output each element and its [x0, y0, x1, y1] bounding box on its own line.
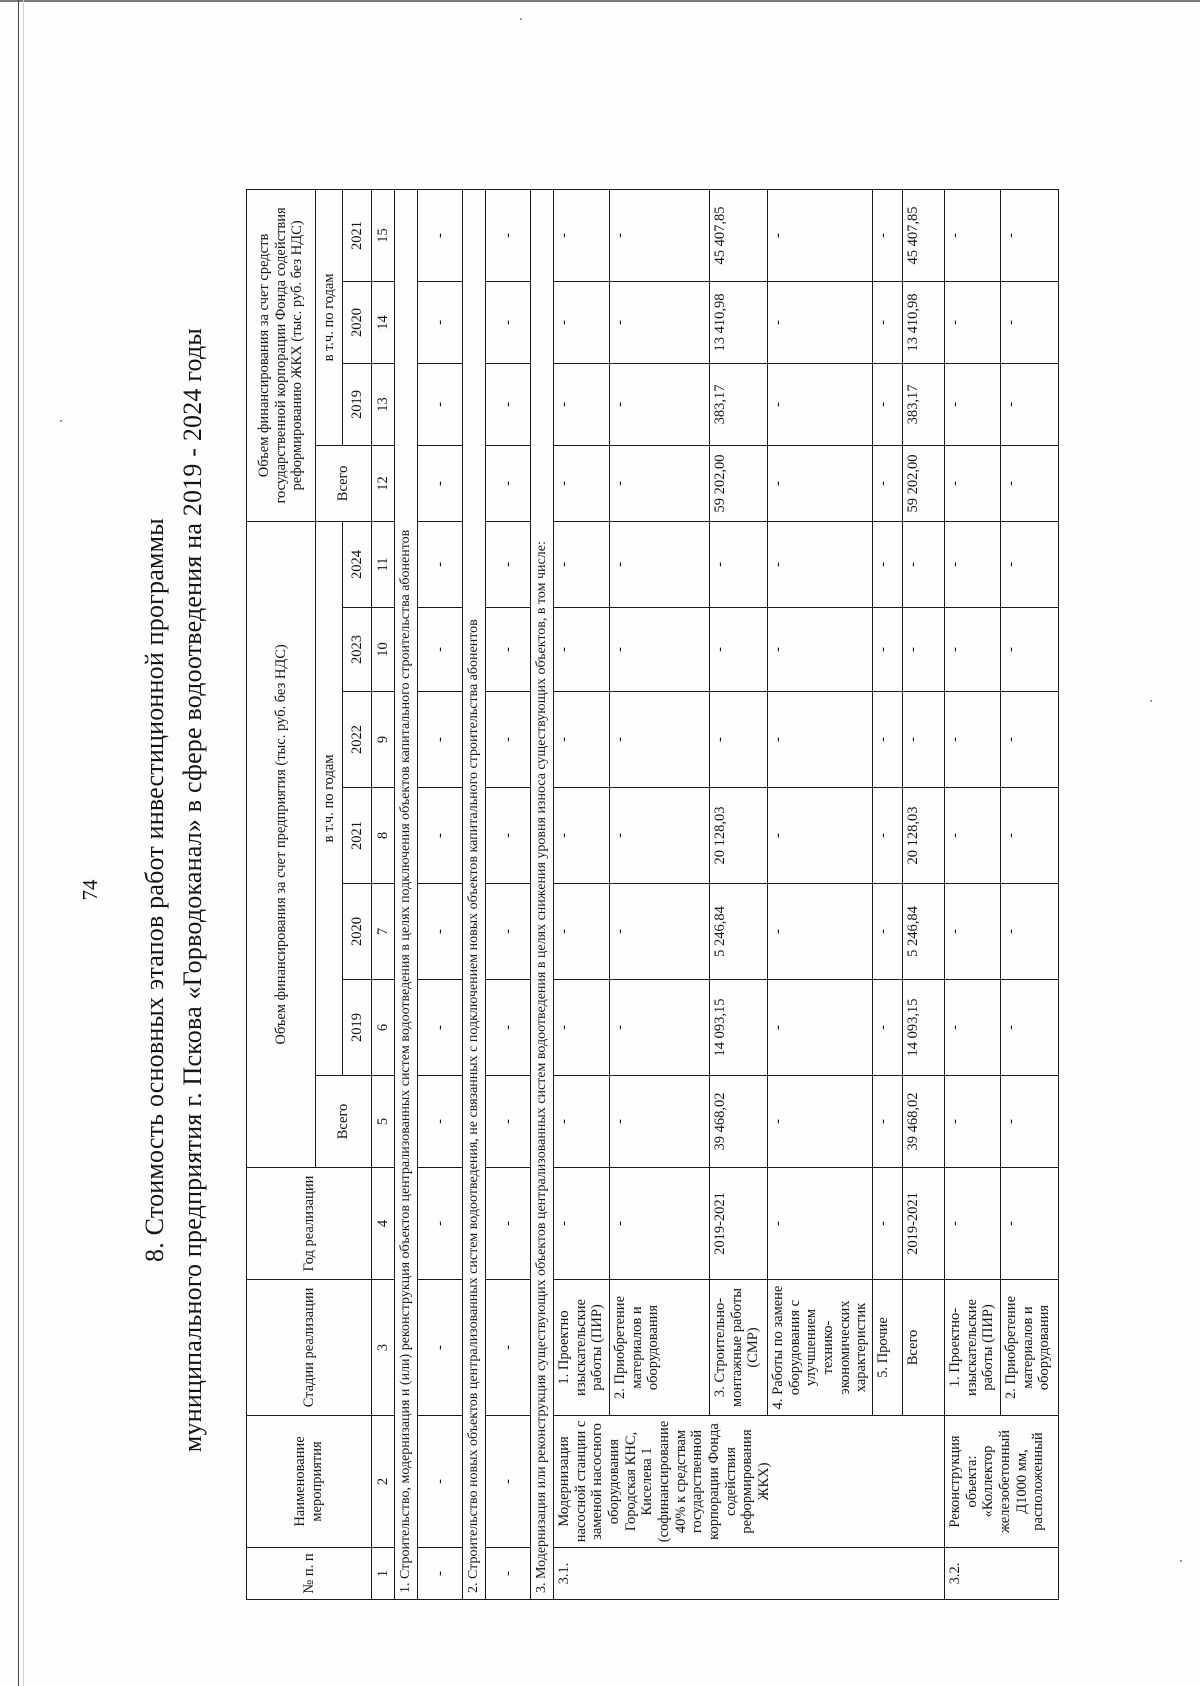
dash-cell: - — [486, 521, 531, 607]
dash-cell: - — [418, 1548, 463, 1600]
dash-cell: - — [768, 788, 873, 884]
dash-cell: - — [945, 1168, 1001, 1280]
dash-cell: - — [418, 1280, 463, 1416]
stage-label: 4. Работы по замене оборудования с улучшением технико-экономических характеристик — [768, 1280, 873, 1416]
value-total: 39 468,02 — [903, 1076, 945, 1168]
index-cell: 8 — [372, 788, 395, 884]
dash-cell: - — [486, 1548, 531, 1600]
dash-cell: - — [486, 445, 531, 521]
value-year: 2019-2021 — [903, 1168, 945, 1280]
dash-cell: - — [610, 884, 710, 980]
dash-cell: - — [610, 189, 710, 281]
stage-label: 2. Приобретение материалов и оборудования — [610, 1280, 710, 1416]
dash-cell: - — [768, 980, 873, 1076]
header-fund-by-years: в т.ч. по годам — [316, 189, 343, 445]
dash-cell: - — [873, 363, 903, 445]
dash-cell: - — [486, 189, 531, 281]
value-total: 39 468,02 — [710, 1076, 768, 1168]
dash-cell: - — [1001, 788, 1059, 884]
scan-speck — [520, 18, 522, 20]
index-cell: 15 — [372, 189, 395, 281]
header-name: Наименование мероприятия — [247, 1416, 372, 1548]
dash-cell: - — [418, 363, 463, 445]
item-number: 3.1. — [554, 1548, 945, 1600]
dash-cell: - — [486, 608, 531, 692]
dash-cell: - — [945, 445, 1001, 521]
scan-top-edge — [0, 0, 1200, 2]
fund-2021: 45 407,85 — [903, 189, 945, 281]
dash-cell: - — [610, 788, 710, 884]
section-row — [395, 189, 418, 1599]
fund-2021: 45 407,85 — [710, 189, 768, 281]
section-row — [463, 189, 486, 1599]
dash-cell: - — [554, 445, 610, 521]
dash-cell: - — [945, 608, 1001, 692]
header-year-cell: 2019 — [343, 980, 372, 1076]
dash-cell: - — [554, 281, 610, 363]
dash-cell: - — [418, 1168, 463, 1280]
stage-label: 3. Строительно-монтажные работы (СМР) — [710, 1280, 768, 1416]
header-fund-financing: Объем финансирования за счет средств государственной корпорации Фонда содействия реформированию ЖКХ (тыс. руб. без НДС) — [247, 189, 316, 521]
index-cell: 12 — [372, 445, 395, 521]
header-year-cell: 2022 — [343, 692, 372, 788]
dash-cell: - — [710, 692, 768, 788]
dash-cell: - — [486, 363, 531, 445]
stage-label: 5. Прочие — [873, 1280, 903, 1416]
dash-cell: - — [554, 189, 610, 281]
dash-cell: - — [554, 521, 610, 607]
document-title-line-1: 8. Стоимость основных этапов работ инвестиционной программы — [140, 518, 169, 1262]
dash-cell: - — [1001, 189, 1059, 281]
header-year-cell: 2023 — [343, 608, 372, 692]
stage-label: 1. Проектно изыскательские работы (ПИР) — [554, 1280, 610, 1416]
dash-cell: - — [768, 281, 873, 363]
header-fund-total: Всего — [316, 445, 372, 521]
stage-label: 1. Проектно-изыскательские работы (ПИР) — [945, 1280, 1001, 1416]
dash-cell: - — [768, 608, 873, 692]
document-sheet — [20, 110, 1100, 1670]
header-num: № п. п — [247, 1548, 372, 1600]
dash-cell: - — [768, 1076, 873, 1168]
value-2019: 14 093,15 — [903, 980, 945, 1076]
value-2020: 5 246,84 — [903, 884, 945, 980]
dash-cell: - — [873, 788, 903, 884]
dash-cell: - — [486, 1416, 531, 1548]
dash-cell: - — [1001, 281, 1059, 363]
dash-cell: - — [554, 363, 610, 445]
dash-cell: - — [945, 281, 1001, 363]
dash-cell: - — [873, 692, 903, 788]
index-cell: 13 — [372, 363, 395, 445]
value-2021: 20 128,03 — [903, 788, 945, 884]
header-year-cell: 2024 — [343, 521, 372, 607]
page-number: 74 — [78, 879, 102, 901]
fund-2020: 13 410,98 — [903, 281, 945, 363]
section-row — [531, 189, 554, 1599]
dash-cell: - — [945, 788, 1001, 884]
dash-cell: - — [486, 1168, 531, 1280]
index-cell: 1 — [372, 1548, 395, 1600]
dash-cell: - — [418, 1076, 463, 1168]
dash-cell: - — [1001, 363, 1059, 445]
header-fund-year-cell: 2021 — [343, 189, 372, 281]
dash-cell: - — [873, 1168, 903, 1280]
index-cell: 14 — [372, 281, 395, 363]
table-row — [710, 189, 768, 1599]
dash-cell: - — [945, 189, 1001, 281]
header-stage: Стадии реализации — [247, 1280, 372, 1416]
value-2020: 5 246,84 — [710, 884, 768, 980]
table-row — [873, 189, 903, 1599]
header-year-cell: 2021 — [343, 788, 372, 884]
dash-cell: - — [418, 980, 463, 1076]
dash-cell: - — [945, 692, 1001, 788]
dash-cell: - — [768, 521, 873, 607]
dash-cell: - — [418, 281, 463, 363]
value-2019: 14 093,15 — [710, 980, 768, 1076]
dash-cell: - — [1001, 884, 1059, 980]
dash-cell: - — [945, 521, 1001, 607]
index-cell: 11 — [372, 521, 395, 607]
dash-cell: - — [768, 884, 873, 980]
dash-cell: - — [1001, 1168, 1059, 1280]
dash-cell: - — [903, 692, 945, 788]
dash-cell: - — [610, 692, 710, 788]
dash-cell: - — [486, 281, 531, 363]
header-year-cell: 2020 — [343, 884, 372, 980]
dash-cell: - — [945, 884, 1001, 980]
dash-cell: - — [873, 189, 903, 281]
dash-cell: - — [873, 884, 903, 980]
header-year: Год реализации — [247, 1168, 372, 1280]
dash-row — [486, 189, 531, 1599]
section-1-title: 1. Строительство, модернизация и (или) реконструкция объектов централизованных систем водоотведения в целях подключения объектов капитального строительства абонентов — [395, 189, 418, 1599]
header-enterprise-financing: Объем финансирования за счет предприятия (тыс. руб. без НДС) — [247, 521, 316, 1167]
dash-cell: - — [873, 281, 903, 363]
dash-cell: - — [873, 521, 903, 607]
investment-cost-table — [246, 189, 1059, 1600]
dash-cell: - — [1001, 445, 1059, 521]
dash-cell: - — [486, 788, 531, 884]
dash-cell: - — [554, 1076, 610, 1168]
dash-cell: - — [418, 608, 463, 692]
fund-2019: 383,17 — [903, 363, 945, 445]
dash-cell: - — [610, 445, 710, 521]
index-cell: 9 — [372, 692, 395, 788]
dash-cell: - — [554, 608, 610, 692]
dash-cell: - — [768, 445, 873, 521]
dash-cell: - — [710, 608, 768, 692]
dash-cell: - — [610, 363, 710, 445]
dash-cell: - — [873, 1076, 903, 1168]
dash-cell: - — [486, 1076, 531, 1168]
dash-cell: - — [418, 1416, 463, 1548]
total-row — [903, 189, 945, 1599]
dash-cell: - — [610, 521, 710, 607]
item-name: Реконструкция объекта: «Коллектор железобетонный Д1000 мм, расположенный — [945, 1416, 1059, 1548]
dash-cell: - — [486, 884, 531, 980]
dash-cell: - — [903, 608, 945, 692]
column-index-row — [372, 189, 395, 1599]
fund-total: 59 202,00 — [903, 445, 945, 521]
dash-cell: - — [554, 788, 610, 884]
table-row — [554, 189, 610, 1599]
dash-cell: - — [418, 189, 463, 281]
dash-cell: - — [554, 1168, 610, 1280]
item-number: 3.2. — [945, 1548, 1059, 1600]
dash-cell: - — [945, 363, 1001, 445]
dash-cell: - — [610, 980, 710, 1076]
dash-cell: - — [873, 445, 903, 521]
dash-cell: - — [610, 1168, 710, 1280]
table-row — [768, 189, 873, 1599]
stage-label: 2. Приобретение материалов и оборудования — [1001, 1280, 1059, 1416]
header-fund-year-cell: 2020 — [343, 281, 372, 363]
scan-speck — [1180, 1560, 1182, 1562]
dash-cell: - — [1001, 521, 1059, 607]
stage-label: Всего — [903, 1280, 945, 1416]
dash-cell: - — [768, 189, 873, 281]
index-cell: 5 — [372, 1076, 395, 1168]
dash-cell: - — [945, 980, 1001, 1076]
dash-cell: - — [873, 608, 903, 692]
dash-cell: - — [768, 363, 873, 445]
header-enterprise-total: Всего — [316, 1076, 372, 1168]
index-cell: 7 — [372, 884, 395, 980]
scan-speck — [1150, 700, 1152, 702]
table-row — [1001, 189, 1059, 1599]
dash-cell: - — [418, 521, 463, 607]
dash-cell: - — [610, 281, 710, 363]
dash-cell: - — [610, 1076, 710, 1168]
dash-cell: - — [418, 445, 463, 521]
index-cell: 6 — [372, 980, 395, 1076]
dash-cell: - — [873, 980, 903, 1076]
dash-cell: - — [768, 692, 873, 788]
dash-cell: - — [1001, 980, 1059, 1076]
dash-cell: - — [554, 980, 610, 1076]
section-2-title: 2. Строительство новых объектов централизованных систем водоотведения, не связанных с подключением новых объектов капитального строительства абонентов — [463, 189, 486, 1599]
dash-cell: - — [610, 608, 710, 692]
dash-cell: - — [768, 1168, 873, 1280]
dash-cell: - — [1001, 692, 1059, 788]
index-cell: 3 — [372, 1280, 395, 1416]
value-year: 2019-2021 — [710, 1168, 768, 1280]
dash-cell: - — [554, 884, 610, 980]
dash-cell: - — [945, 1076, 1001, 1168]
dash-cell: - — [418, 788, 463, 884]
index-cell: 2 — [372, 1416, 395, 1548]
dash-cell: - — [486, 1280, 531, 1416]
dash-cell: - — [486, 692, 531, 788]
dash-cell: - — [1001, 1076, 1059, 1168]
dash-row — [418, 189, 463, 1599]
dash-cell: - — [710, 521, 768, 607]
fund-total: 59 202,00 — [710, 445, 768, 521]
dash-cell: - — [418, 884, 463, 980]
dash-cell: - — [1001, 608, 1059, 692]
dash-cell: - — [418, 692, 463, 788]
fund-2020: 13 410,98 — [710, 281, 768, 363]
document-title-line-2: муниципального предприятия г. Пскова «Горводоканал» в сфере водоотведения на 2019 - 2024 годы — [178, 327, 207, 1453]
table-row — [945, 189, 1001, 1599]
section-3-title: 3. Модернизация или реконструкция существующих объектов централизованных систем водоотведения в целях снижения уровня износа существующих объектов, в том числе: — [531, 189, 554, 1599]
table-row — [610, 189, 710, 1599]
header-fund-year-cell: 2019 — [343, 363, 372, 445]
index-cell: 4 — [372, 1168, 395, 1280]
dash-cell: - — [903, 521, 945, 607]
header-enterprise-by-years: в т.ч. по годам — [316, 521, 343, 1075]
dash-cell: - — [554, 692, 610, 788]
value-2021: 20 128,03 — [710, 788, 768, 884]
fund-2019: 383,17 — [710, 363, 768, 445]
item-name: Модернизация насосной станции с заменой насосного оборудования Городская КНС, Киселева 1 (софинансирование 40% к средствам государственной корпорации Фонда содействия реформирования ЖКХ) — [554, 1416, 945, 1548]
dash-cell: - — [486, 980, 531, 1076]
index-cell: 10 — [372, 608, 395, 692]
